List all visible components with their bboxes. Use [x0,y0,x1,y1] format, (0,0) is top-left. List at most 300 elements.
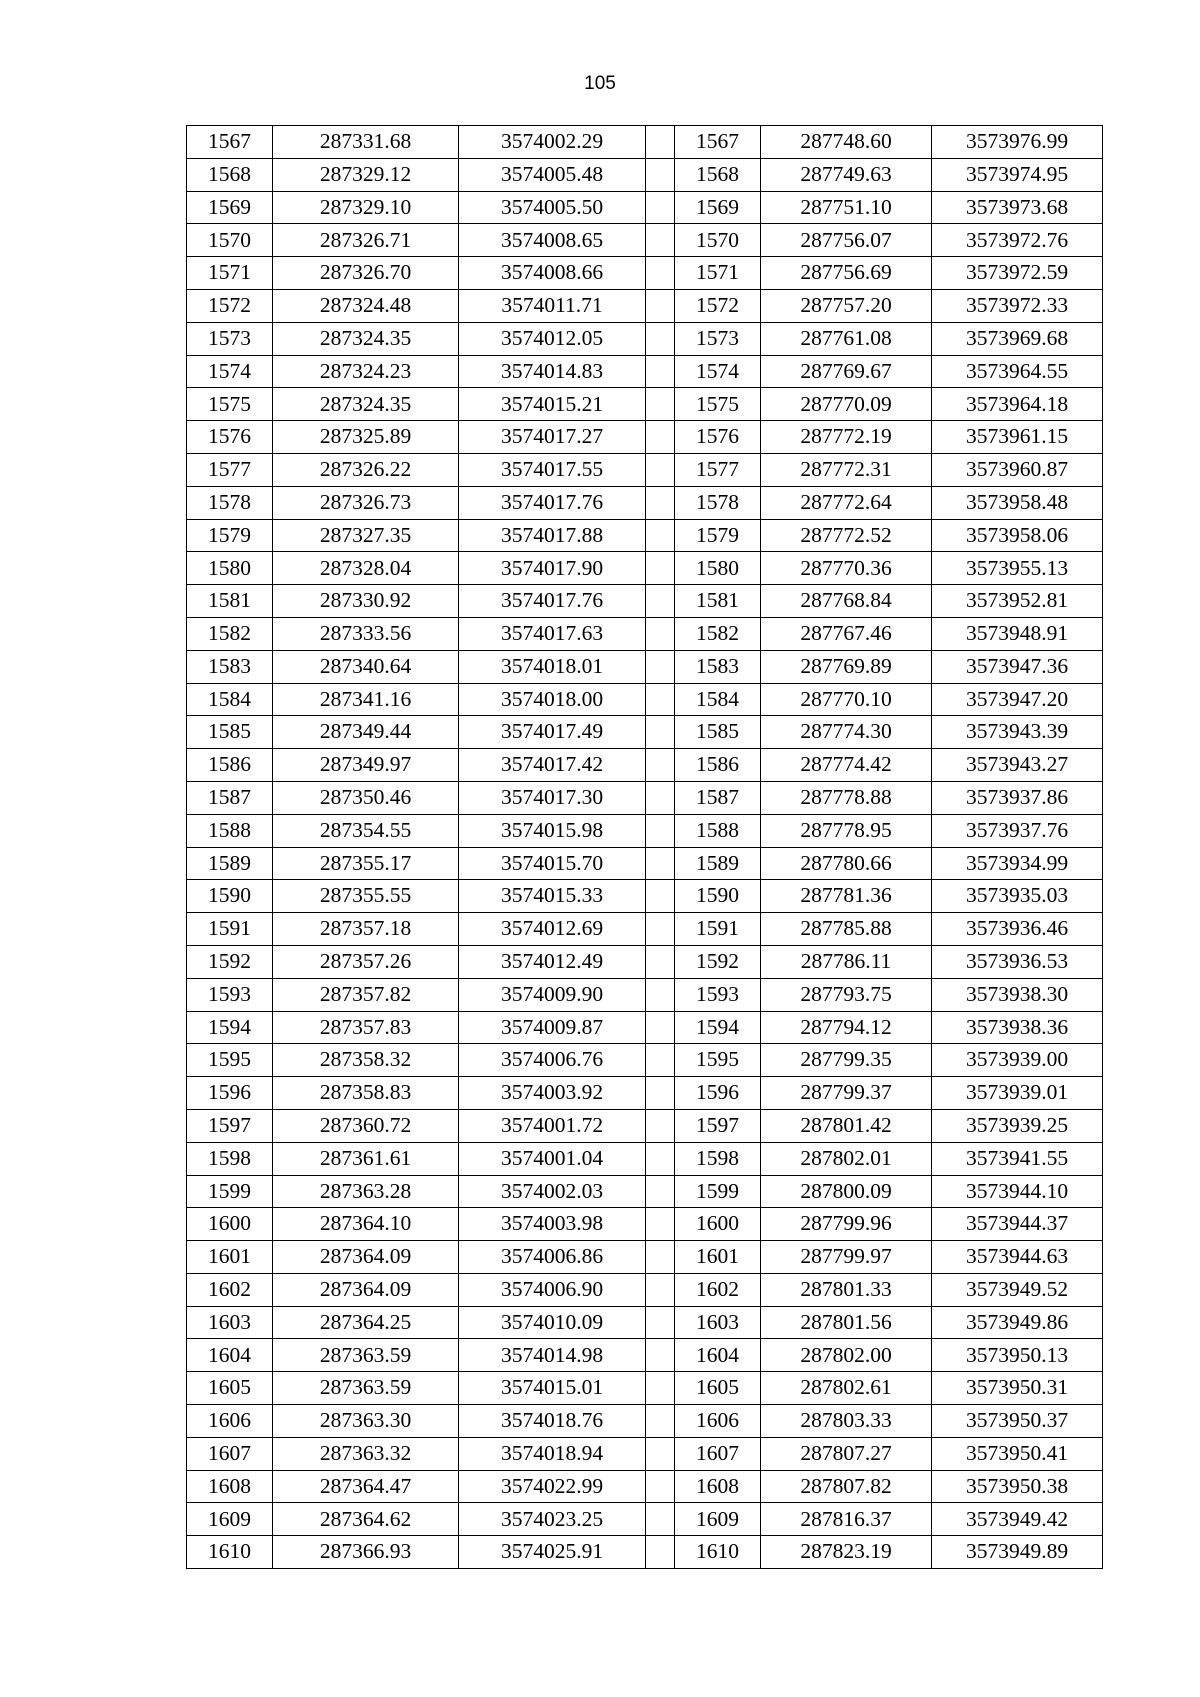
table-row [187,1437,1103,1470]
x-coordinate-left: 287363.28 [273,1175,459,1208]
point-number-left: 1606 [187,1405,273,1438]
y-coordinate-right: 3573938.30 [932,978,1103,1011]
x-coordinate-right: 287785.88 [761,913,932,946]
point-number-right: 1575 [675,388,761,421]
y-coordinate-left: 3574017.30 [459,781,646,814]
x-coordinate-right: 287799.35 [761,1044,932,1077]
y-coordinate-left: 3574018.94 [459,1437,646,1470]
separator-cell [646,552,675,585]
table-row [187,388,1103,421]
point-number-right: 1602 [675,1273,761,1306]
point-number-left: 1587 [187,781,273,814]
x-coordinate-right: 287800.09 [761,1175,932,1208]
point-number-right: 1571 [675,257,761,290]
x-coordinate-left: 287364.10 [273,1208,459,1241]
x-coordinate-left: 287364.25 [273,1306,459,1339]
separator-cell [646,486,675,519]
separator-cell [646,1241,675,1274]
point-number-right: 1597 [675,1109,761,1142]
x-coordinate-right: 287769.89 [761,650,932,683]
point-number-left: 1597 [187,1109,273,1142]
point-number-left: 1604 [187,1339,273,1372]
table-row [187,978,1103,1011]
point-number-right: 1572 [675,289,761,322]
point-number-right: 1588 [675,814,761,847]
y-coordinate-right: 3573958.48 [932,486,1103,519]
point-number-right: 1605 [675,1372,761,1405]
separator-cell [646,847,675,880]
point-number-left: 1608 [187,1470,273,1503]
x-coordinate-left: 287357.82 [273,978,459,1011]
table-row [187,945,1103,978]
y-coordinate-right: 3573976.99 [932,126,1103,159]
table-row [187,289,1103,322]
table-row [187,847,1103,880]
table-row [187,552,1103,585]
separator-cell [646,322,675,355]
x-coordinate-right: 287748.60 [761,126,932,159]
point-number-right: 1567 [675,126,761,159]
table-row [187,716,1103,749]
table-row [187,1470,1103,1503]
y-coordinate-left: 3574017.90 [459,552,646,585]
separator-cell [646,617,675,650]
x-coordinate-left: 287349.44 [273,716,459,749]
y-coordinate-right: 3573941.55 [932,1142,1103,1175]
point-number-right: 1595 [675,1044,761,1077]
table-row [187,1306,1103,1339]
y-coordinate-left: 3574001.72 [459,1109,646,1142]
point-number-right: 1583 [675,650,761,683]
coordinate-table [186,125,1103,1569]
point-number-right: 1586 [675,749,761,782]
table-row [187,1503,1103,1536]
x-coordinate-left: 287357.83 [273,1011,459,1044]
point-number-left: 1593 [187,978,273,1011]
table-row [187,224,1103,257]
point-number-left: 1603 [187,1306,273,1339]
x-coordinate-left: 287363.59 [273,1339,459,1372]
table-row [187,1339,1103,1372]
separator-cell [646,355,675,388]
x-coordinate-left: 287325.89 [273,421,459,454]
separator-cell [646,1503,675,1536]
y-coordinate-right: 3573937.86 [932,781,1103,814]
table-row [187,453,1103,486]
y-coordinate-right: 3573950.38 [932,1470,1103,1503]
x-coordinate-left: 287358.83 [273,1077,459,1110]
point-number-left: 1595 [187,1044,273,1077]
point-number-left: 1586 [187,749,273,782]
separator-cell [646,519,675,552]
y-coordinate-left: 3574011.71 [459,289,646,322]
x-coordinate-left: 287364.47 [273,1470,459,1503]
x-coordinate-right: 287749.63 [761,158,932,191]
table-row [187,191,1103,224]
point-number-right: 1596 [675,1077,761,1110]
y-coordinate-left: 3574003.98 [459,1208,646,1241]
y-coordinate-left: 3574018.01 [459,650,646,683]
table-row [187,158,1103,191]
x-coordinate-right: 287803.33 [761,1405,932,1438]
y-coordinate-right: 3573972.76 [932,224,1103,257]
point-number-left: 1573 [187,322,273,355]
y-coordinate-right: 3573969.68 [932,322,1103,355]
separator-cell [646,749,675,782]
separator-cell [646,191,675,224]
y-coordinate-right: 3573964.55 [932,355,1103,388]
x-coordinate-right: 287772.31 [761,453,932,486]
separator-cell [646,978,675,1011]
point-number-right: 1604 [675,1339,761,1372]
separator-cell [646,388,675,421]
point-number-right: 1594 [675,1011,761,1044]
y-coordinate-right: 3573949.89 [932,1536,1103,1569]
separator-cell [646,126,675,159]
y-coordinate-left: 3574017.76 [459,486,646,519]
y-coordinate-left: 3574008.65 [459,224,646,257]
y-coordinate-left: 3574018.00 [459,683,646,716]
table-row [187,257,1103,290]
point-number-right: 1592 [675,945,761,978]
table-row [187,126,1103,159]
y-coordinate-left: 3574001.04 [459,1142,646,1175]
separator-cell [646,224,675,257]
x-coordinate-left: 287331.68 [273,126,459,159]
separator-cell [646,1208,675,1241]
x-coordinate-left: 287358.32 [273,1044,459,1077]
y-coordinate-right: 3573938.36 [932,1011,1103,1044]
x-coordinate-left: 287366.93 [273,1536,459,1569]
separator-cell [646,1044,675,1077]
point-number-right: 1587 [675,781,761,814]
x-coordinate-left: 287363.59 [273,1372,459,1405]
x-coordinate-right: 287793.75 [761,978,932,1011]
x-coordinate-right: 287769.67 [761,355,932,388]
x-coordinate-right: 287756.69 [761,257,932,290]
y-coordinate-right: 3573943.27 [932,749,1103,782]
x-coordinate-right: 287781.36 [761,880,932,913]
point-number-left: 1589 [187,847,273,880]
y-coordinate-right: 3573944.63 [932,1241,1103,1274]
y-coordinate-left: 3574006.86 [459,1241,646,1274]
x-coordinate-right: 287778.95 [761,814,932,847]
x-coordinate-left: 287326.70 [273,257,459,290]
x-coordinate-right: 287770.09 [761,388,932,421]
table-row [187,814,1103,847]
y-coordinate-left: 3574025.91 [459,1536,646,1569]
separator-cell [646,683,675,716]
x-coordinate-right: 287799.97 [761,1241,932,1274]
y-coordinate-right: 3573972.33 [932,289,1103,322]
x-coordinate-right: 287751.10 [761,191,932,224]
table-row [187,1142,1103,1175]
x-coordinate-left: 287329.10 [273,191,459,224]
point-number-left: 1588 [187,814,273,847]
y-coordinate-left: 3574005.48 [459,158,646,191]
separator-cell [646,1109,675,1142]
table-row [187,1536,1103,1569]
point-number-right: 1600 [675,1208,761,1241]
y-coordinate-right: 3573947.20 [932,683,1103,716]
y-coordinate-right: 3573949.52 [932,1273,1103,1306]
table-row [187,650,1103,683]
y-coordinate-right: 3573949.42 [932,1503,1103,1536]
separator-cell [646,880,675,913]
x-coordinate-left: 287328.04 [273,552,459,585]
y-coordinate-right: 3573936.53 [932,945,1103,978]
y-coordinate-left: 3574015.98 [459,814,646,847]
x-coordinate-right: 287807.27 [761,1437,932,1470]
x-coordinate-left: 287330.92 [273,585,459,618]
separator-cell [646,421,675,454]
y-coordinate-right: 3573955.13 [932,552,1103,585]
x-coordinate-right: 287823.19 [761,1536,932,1569]
y-coordinate-right: 3573952.81 [932,585,1103,618]
x-coordinate-right: 287774.42 [761,749,932,782]
y-coordinate-left: 3574009.90 [459,978,646,1011]
point-number-right: 1610 [675,1536,761,1569]
point-number-left: 1581 [187,585,273,618]
y-coordinate-left: 3574012.69 [459,913,646,946]
x-coordinate-right: 287756.07 [761,224,932,257]
x-coordinate-right: 287772.19 [761,421,932,454]
table-row [187,322,1103,355]
y-coordinate-right: 3573934.99 [932,847,1103,880]
point-number-left: 1570 [187,224,273,257]
y-coordinate-left: 3574017.55 [459,453,646,486]
x-coordinate-right: 287757.20 [761,289,932,322]
point-number-right: 1574 [675,355,761,388]
y-coordinate-right: 3573937.76 [932,814,1103,847]
y-coordinate-left: 3574015.70 [459,847,646,880]
separator-cell [646,781,675,814]
point-number-left: 1571 [187,257,273,290]
x-coordinate-right: 287801.33 [761,1273,932,1306]
y-coordinate-right: 3573961.15 [932,421,1103,454]
x-coordinate-left: 287364.09 [273,1241,459,1274]
y-coordinate-left: 3574018.76 [459,1405,646,1438]
x-coordinate-left: 287327.35 [273,519,459,552]
separator-cell [646,1339,675,1372]
x-coordinate-right: 287801.56 [761,1306,932,1339]
separator-cell [646,1175,675,1208]
point-number-right: 1598 [675,1142,761,1175]
point-number-right: 1591 [675,913,761,946]
separator-cell [646,1372,675,1405]
point-number-right: 1579 [675,519,761,552]
separator-cell [646,945,675,978]
point-number-right: 1581 [675,585,761,618]
point-number-left: 1602 [187,1273,273,1306]
point-number-left: 1579 [187,519,273,552]
point-number-left: 1568 [187,158,273,191]
table-row [187,585,1103,618]
y-coordinate-left: 3574022.99 [459,1470,646,1503]
x-coordinate-right: 287801.42 [761,1109,932,1142]
point-number-left: 1601 [187,1241,273,1274]
y-coordinate-left: 3574012.05 [459,322,646,355]
x-coordinate-right: 287794.12 [761,1011,932,1044]
y-coordinate-right: 3573958.06 [932,519,1103,552]
point-number-right: 1568 [675,158,761,191]
y-coordinate-right: 3573948.91 [932,617,1103,650]
table-row [187,1405,1103,1438]
point-number-left: 1585 [187,716,273,749]
point-number-right: 1590 [675,880,761,913]
point-number-left: 1584 [187,683,273,716]
x-coordinate-right: 287768.84 [761,585,932,618]
separator-cell [646,453,675,486]
table-row [187,1044,1103,1077]
y-coordinate-left: 3574002.03 [459,1175,646,1208]
y-coordinate-right: 3573974.95 [932,158,1103,191]
separator-cell [646,1011,675,1044]
separator-cell [646,716,675,749]
point-number-left: 1600 [187,1208,273,1241]
x-coordinate-left: 287326.71 [273,224,459,257]
y-coordinate-left: 3574003.92 [459,1077,646,1110]
x-coordinate-left: 287357.26 [273,945,459,978]
point-number-right: 1603 [675,1306,761,1339]
x-coordinate-left: 287363.30 [273,1405,459,1438]
y-coordinate-right: 3573972.59 [932,257,1103,290]
separator-cell [646,257,675,290]
x-coordinate-left: 287340.64 [273,650,459,683]
x-coordinate-left: 287355.55 [273,880,459,913]
point-number-right: 1577 [675,453,761,486]
point-number-left: 1605 [187,1372,273,1405]
separator-cell [646,1306,675,1339]
point-number-right: 1569 [675,191,761,224]
x-coordinate-left: 287324.35 [273,388,459,421]
x-coordinate-left: 287355.17 [273,847,459,880]
x-coordinate-right: 287770.10 [761,683,932,716]
point-number-right: 1608 [675,1470,761,1503]
y-coordinate-right: 3573964.18 [932,388,1103,421]
point-number-right: 1570 [675,224,761,257]
point-number-right: 1576 [675,421,761,454]
y-coordinate-left: 3574005.50 [459,191,646,224]
x-coordinate-right: 287770.36 [761,552,932,585]
x-coordinate-right: 287802.61 [761,1372,932,1405]
x-coordinate-right: 287772.52 [761,519,932,552]
x-coordinate-left: 287324.23 [273,355,459,388]
y-coordinate-left: 3574017.27 [459,421,646,454]
x-coordinate-left: 287326.73 [273,486,459,519]
separator-cell [646,158,675,191]
point-number-left: 1598 [187,1142,273,1175]
point-number-right: 1601 [675,1241,761,1274]
y-coordinate-right: 3573950.31 [932,1372,1103,1405]
y-coordinate-right: 3573944.37 [932,1208,1103,1241]
x-coordinate-left: 287341.16 [273,683,459,716]
y-coordinate-right: 3573936.46 [932,913,1103,946]
x-coordinate-right: 287802.01 [761,1142,932,1175]
y-coordinate-left: 3574009.87 [459,1011,646,1044]
x-coordinate-right: 287786.11 [761,945,932,978]
point-number-left: 1572 [187,289,273,322]
point-number-right: 1585 [675,716,761,749]
x-coordinate-left: 287364.09 [273,1273,459,1306]
x-coordinate-right: 287778.88 [761,781,932,814]
separator-cell [646,1273,675,1306]
y-coordinate-left: 3574015.21 [459,388,646,421]
y-coordinate-left: 3574012.49 [459,945,646,978]
table-row [187,781,1103,814]
table-row [187,749,1103,782]
separator-cell [646,650,675,683]
x-coordinate-right: 287767.46 [761,617,932,650]
table-row [187,617,1103,650]
point-number-left: 1582 [187,617,273,650]
table-row [187,486,1103,519]
table-row [187,1077,1103,1110]
x-coordinate-left: 287357.18 [273,913,459,946]
point-number-left: 1580 [187,552,273,585]
y-coordinate-right: 3573939.25 [932,1109,1103,1142]
point-number-left: 1594 [187,1011,273,1044]
y-coordinate-right: 3573939.01 [932,1077,1103,1110]
x-coordinate-left: 287324.35 [273,322,459,355]
table-row [187,1372,1103,1405]
separator-cell [646,1077,675,1110]
y-coordinate-left: 3574002.29 [459,126,646,159]
table-row [187,683,1103,716]
point-number-left: 1607 [187,1437,273,1470]
y-coordinate-right: 3573950.37 [932,1405,1103,1438]
table-row [187,421,1103,454]
x-coordinate-left: 287350.46 [273,781,459,814]
point-number-left: 1578 [187,486,273,519]
point-number-right: 1609 [675,1503,761,1536]
separator-cell [646,1405,675,1438]
point-number-right: 1593 [675,978,761,1011]
y-coordinate-right: 3573939.00 [932,1044,1103,1077]
table-row [187,1241,1103,1274]
y-coordinate-left: 3574006.76 [459,1044,646,1077]
x-coordinate-left: 287364.62 [273,1503,459,1536]
x-coordinate-right: 287780.66 [761,847,932,880]
x-coordinate-left: 287324.48 [273,289,459,322]
y-coordinate-left: 3574008.66 [459,257,646,290]
x-coordinate-left: 287326.22 [273,453,459,486]
point-number-left: 1574 [187,355,273,388]
y-coordinate-right: 3573950.41 [932,1437,1103,1470]
y-coordinate-left: 3574017.42 [459,749,646,782]
x-coordinate-left: 287354.55 [273,814,459,847]
x-coordinate-right: 287802.00 [761,1339,932,1372]
separator-cell [646,1142,675,1175]
y-coordinate-left: 3574006.90 [459,1273,646,1306]
table-row [187,1109,1103,1142]
y-coordinate-left: 3574017.76 [459,585,646,618]
x-coordinate-left: 287349.97 [273,749,459,782]
separator-cell [646,1470,675,1503]
point-number-right: 1607 [675,1437,761,1470]
y-coordinate-right: 3573944.10 [932,1175,1103,1208]
y-coordinate-right: 3573935.03 [932,880,1103,913]
point-number-right: 1578 [675,486,761,519]
table-row [187,1011,1103,1044]
point-number-left: 1592 [187,945,273,978]
y-coordinate-left: 3574010.09 [459,1306,646,1339]
table-row [187,913,1103,946]
y-coordinate-left: 3574014.98 [459,1339,646,1372]
x-coordinate-left: 287333.56 [273,617,459,650]
y-coordinate-right: 3573950.13 [932,1339,1103,1372]
point-number-right: 1606 [675,1405,761,1438]
